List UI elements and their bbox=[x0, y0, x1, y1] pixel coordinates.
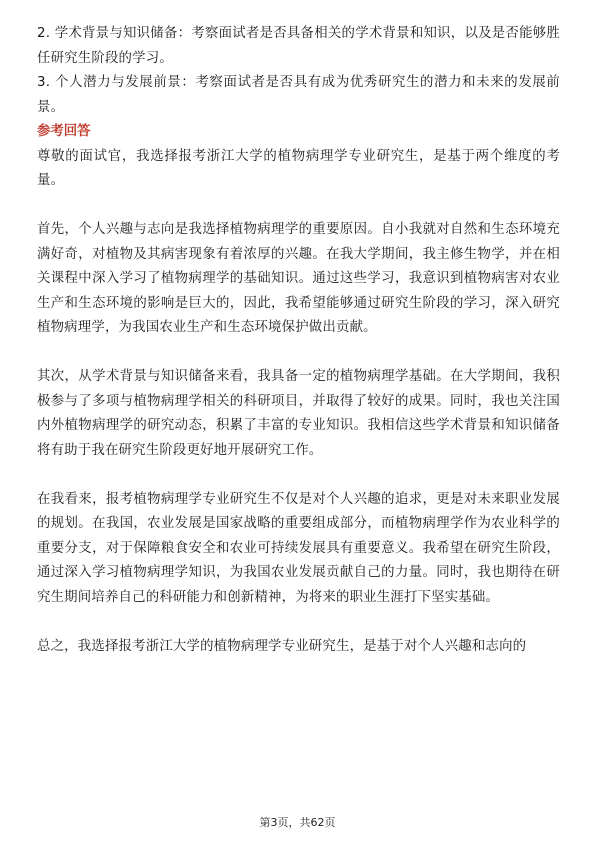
paragraph-interest: 首先，个人兴趣与志向是我选择植物病理学的重要原因。自小我就对自然和生态环境充满好奇，对植物及其病害现象有着浓厚的兴趣。在我大学期间，我主修生物学，并在相关课程中深入学习了植物病理学的基础知识。通过这些学习，我意识到植物病害对农业生产和生态环境的影响是巨大的，因此，我希望能够通过研究生阶段的学习，深入研究植物病理学，为我国农业生产和生态环境保护做出贡献。 bbox=[37, 222, 560, 335]
paragraph-background: 其次，从学术背景与知识储备来看，我具备一定的植物病理学基础。在大学期间，我积极参与了多项与植物病理学相关的科研项目，并取得了较好的成果。同时，我也关注国内外植物病理学的研究动态，积累了丰富的专业知识。我相信这些学术背景和知识储备将有助于我在研究生阶段更好地开展研究工作。 bbox=[37, 369, 560, 458]
intro-item-3: 3. 个人潜力与发展前景：考察面试者是否具有成为优秀研究生的潜力和未来的发展前景。 bbox=[37, 75, 560, 115]
paragraph-opening: 尊敬的面试官，我选择报考浙江大学的植物病理学专业研究生，是基于两个维度的考量。 bbox=[37, 148, 560, 188]
intro-item-2: 2. 学术背景与知识储备：考察面试者是否具备相关的学术背景和知识，以及是否能够胜任研究生阶段的学习。 bbox=[37, 26, 560, 66]
paragraph-career: 在我看来，报考植物病理学专业研究生不仅是对个人兴趣的追求，更是对未来职业发展的规划。在我国，农业发展是国家战略的重要组成部分，而植物病理学作为农业科学的重要分支，对于保障粮食安全和农业可持续发展具有重要意义。我希望在研究生阶段，通过深入学习植物病理学知识，为我国农业发展贡献自己的力量。同时，我也期待在研究生期间培养自己的科研能力和创新精神，为将来的职业生涯打下坚实基础。 bbox=[37, 491, 560, 605]
page-number: 第3页，共62页 bbox=[259, 816, 336, 829]
paragraph-conclusion: 总之，我选择报考浙江大学的植物病理学专业研究生，是基于对个人兴趣和志向的 bbox=[37, 638, 527, 654]
document-body bbox=[37, 22, 560, 659]
answer-heading: 参考回答 bbox=[37, 124, 91, 139]
